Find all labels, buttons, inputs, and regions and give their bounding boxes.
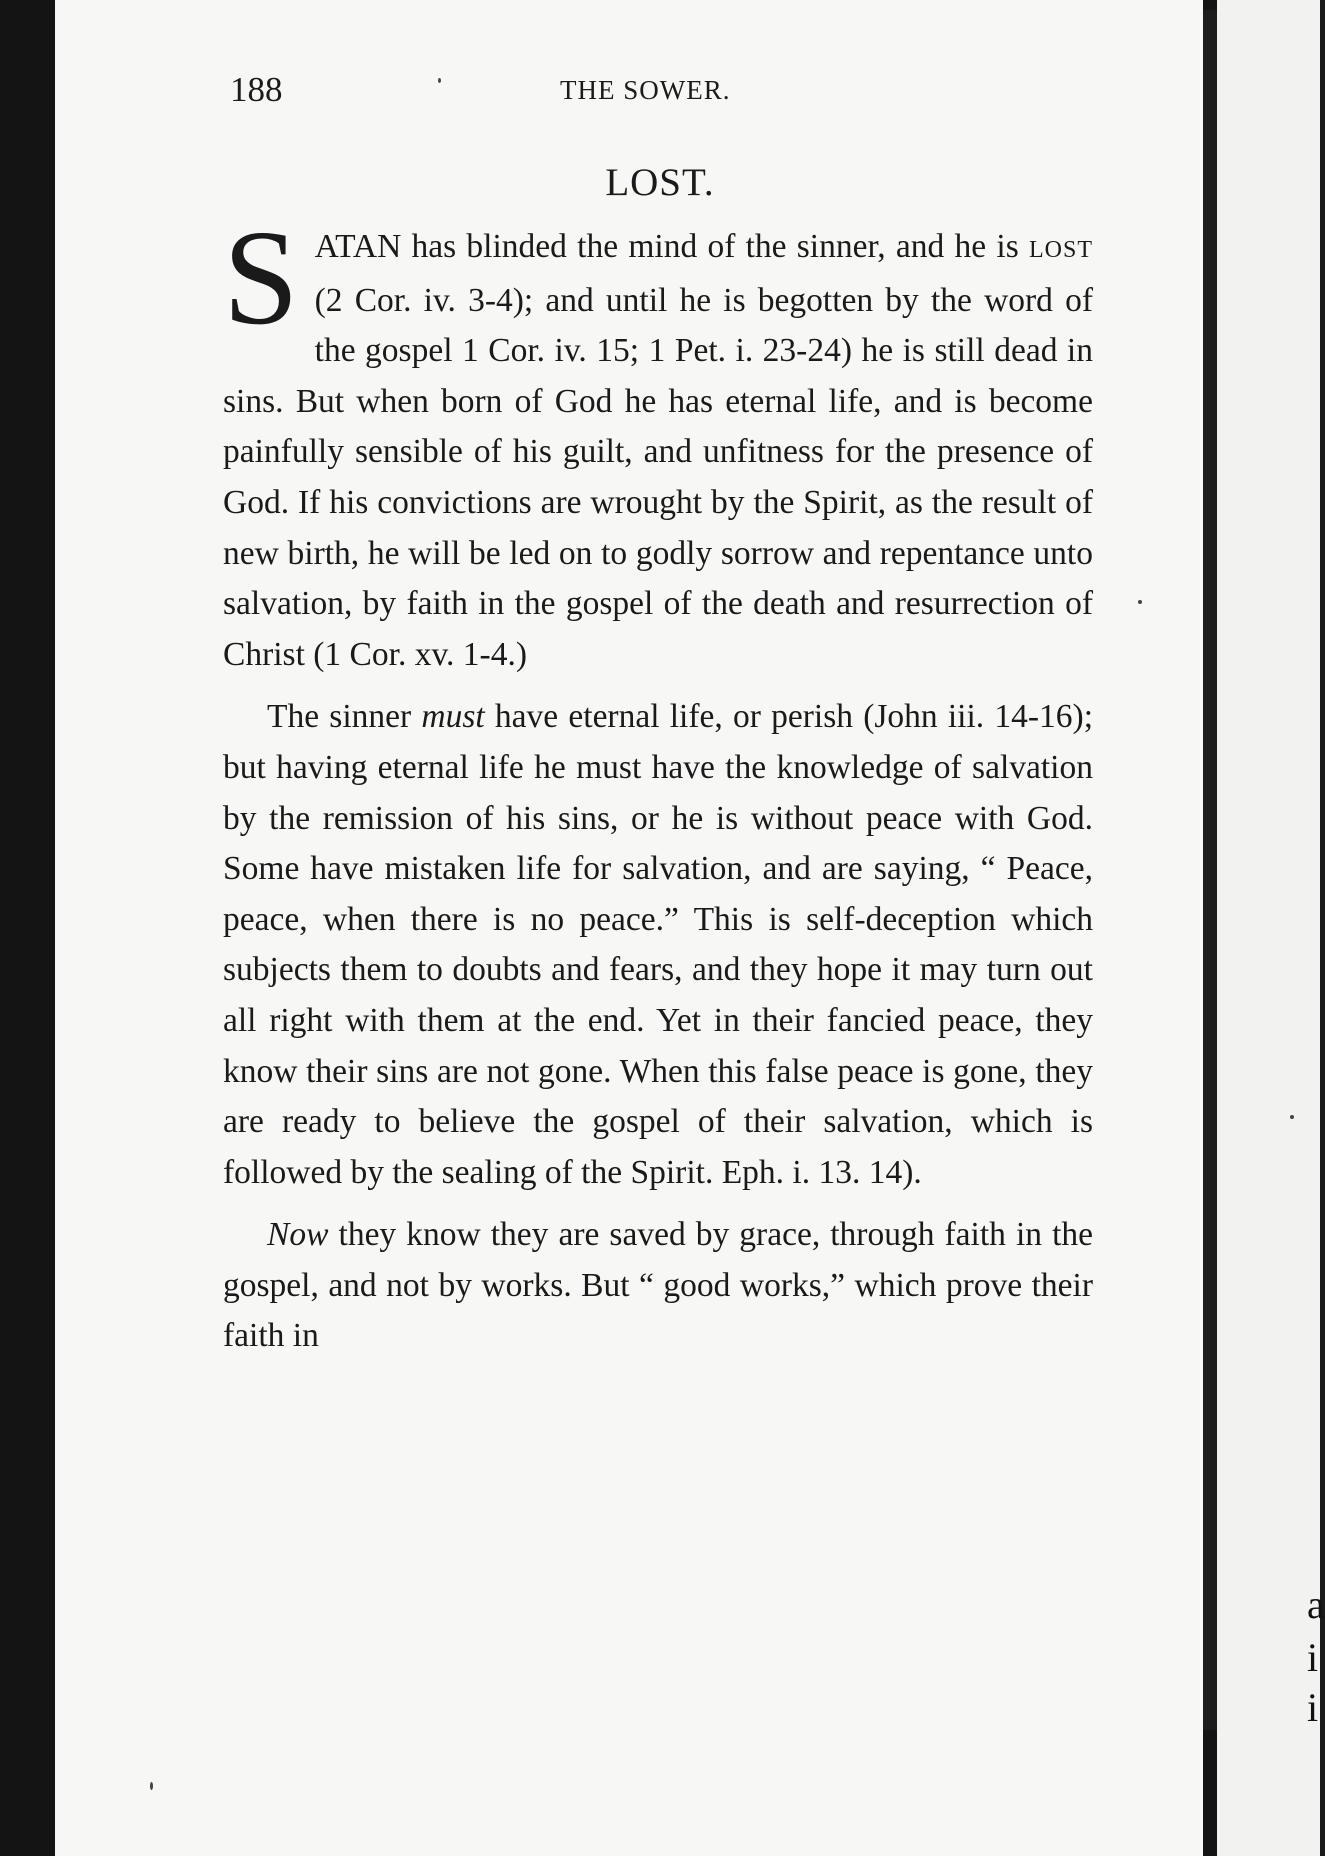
scan-speck	[150, 1782, 153, 1790]
small-caps-lost: LOST	[1029, 237, 1093, 263]
facing-page-fragment: a	[1307, 1582, 1325, 1627]
paragraph-3-text: they know they are saved by grace, through faith in the gospel, and not by works. But “ good works,” which prove their faith in	[223, 1216, 1093, 1355]
chapter-title: LOST.	[605, 161, 715, 204]
facing-page-fragment: i	[1307, 1685, 1319, 1730]
book-gutter	[1203, 10, 1217, 1730]
page-number: 188	[230, 70, 283, 109]
scan-speck	[1290, 1115, 1294, 1119]
scan-speck	[1138, 600, 1142, 604]
emphasis-now: Now	[267, 1216, 329, 1254]
body-text	[223, 203, 1094, 1362]
drop-cap: S	[223, 203, 299, 353]
paragraph-2-text-a: The sinner	[267, 698, 422, 736]
facing-page-fragment: i	[1307, 1635, 1319, 1680]
paragraph-1-text-a: ATAN has blinded the mind of the sinner, and he is	[314, 228, 1029, 265]
page-bottom-margin	[55, 1700, 1203, 1856]
emphasis-must: must	[421, 698, 485, 736]
scan-speck	[438, 78, 441, 83]
paragraph-1-text-b: (2 Cor. iv. 3-4); and until he is begotten by the word of the gospel 1 Cor. iv. 15; 1 Pet. i. 23-24) he is still dead in sins. But when born of God he has eternal life, and is become painfully sensible of his guilt, and unfitness for the presence of God. If his convictions are wrought by the Spirit, as the result of new birth, he will be led on to godly sorrow and repentance unto salvation, by faith in the gospel of the death and resurrection of Christ (1 Cor. xv. 1-4.)	[223, 281, 1093, 673]
paragraph-2	[223, 692, 1093, 1198]
facing-page-edge	[1217, 0, 1325, 1856]
paragraph-2-text-b: have eternal life, or perish (John iii. 14-16); but having eternal life he must have the knowledge of salvation by the remission of his sins, or he is without peace with God. Some have mistaken life for salvation, and are saying, “ Peace, peace, when there is no peace.” This is self-deception which subjects them to doubts and fears, and they hope it may turn out all right with them at the end. Yet in their fancied peace, they know their sins are not gone. When this false peace is gone, they are ready to believe the gospel of their salvation, which is followed by the sealing of the Spirit. Eph. i. 13. 14).	[223, 698, 1094, 1191]
paragraph-3	[223, 1210, 1093, 1362]
paragraph-1	[223, 203, 1093, 680]
page-header	[230, 70, 1090, 120]
running-head: THE SOWER.	[560, 75, 731, 105]
